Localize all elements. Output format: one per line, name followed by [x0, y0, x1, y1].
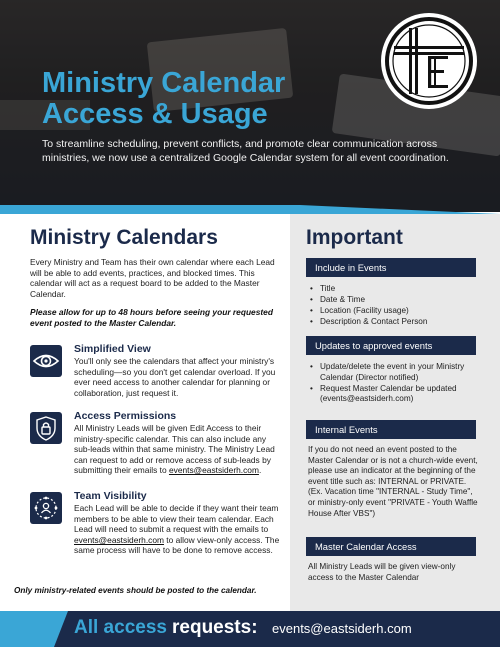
footer-email-link[interactable]: events@eastsiderh.com — [272, 621, 412, 636]
page-title — [42, 68, 372, 130]
section-heading: Important — [306, 226, 403, 249]
include-in-events-list — [308, 284, 480, 328]
feature-text-tail: . — [258, 465, 262, 476]
feature-team-visibility — [30, 490, 284, 580]
section-heading: Ministry Calendars — [30, 226, 218, 249]
include-in-events-heading: Include in Events — [306, 258, 476, 277]
page-title-line: Access & Usage — [42, 98, 268, 130]
ministry-calendars-section — [0, 214, 290, 611]
feature-simplified-view — [30, 343, 284, 413]
footer-bar — [0, 611, 500, 647]
list-item: • Date & Time — [308, 295, 480, 306]
list-item: • Description & Contact Person — [308, 317, 480, 328]
feature-text-body: All Ministry Leads will be given Edit Access to their ministry-specific calendar. This can also include any sub-leads within that same ministry. The Ministry Lead can request to add or remove access of sub-leads by submitting their emails to — [74, 423, 275, 476]
feature-title: Team Visibility — [74, 490, 147, 502]
timing-note: Please allow for up to 48 hours before seeing your requested event posted to the Master Calendar. — [30, 307, 273, 328]
eye-icon — [30, 345, 62, 377]
feature-text-body: Each Lead will be able to decide if they want their team members to be able to view their team calendar. Each Lead will need to submit a request with the emails to — [74, 503, 279, 535]
email-link[interactable]: events@eastsiderh.com — [74, 534, 164, 545]
lock-icon — [30, 412, 62, 444]
page-title-line: Ministry Calendar — [42, 67, 286, 99]
list-item: • Title — [308, 284, 480, 295]
accent-ribbon — [0, 205, 500, 214]
footer-label-all-access: All access — [74, 617, 167, 638]
team-icon — [30, 492, 62, 524]
footer-accent-wedge — [0, 611, 80, 647]
internal-events-text: If you do not need an event posted to the Master Calendar or is not a church-wide event, please use an indicator at the beginning of the event title such as: INTERNAL or PRIVATE. (Ex. Vacation time "INTERNAL - Study Time", or ministry-only event "PRIVATE - Youth Waffle House After VBS") — [308, 445, 478, 518]
feature-text — [74, 503, 280, 556]
updates-heading: Updates to approved events — [306, 336, 476, 355]
section-intro: Every Ministry and Team has their own calendar where each Lead will be able to add events, practices, and blocked times. This calendar will act as a request board to be added to the Master Calendar. — [30, 257, 275, 299]
feature-text: You'll only see the calendars that affect your ministry's scheduling—so you don't get calendar overload. If you ever need access to another calendar for planning or collaboration, just request it. — [74, 356, 276, 398]
master-access-text: All Ministry Leads will be given view-only access to the Master Calendar — [308, 562, 456, 582]
email-link[interactable]: events@eastsiderh.com — [168, 465, 259, 476]
closing-note: Only ministry-related events should be posted to the calendar. — [14, 586, 257, 595]
header-banner — [0, 0, 500, 212]
feature-access-permissions — [30, 410, 284, 490]
feature-title: Simplified View — [74, 343, 151, 355]
list-item: • Update/delete the event in your Ministry Calendar (Director notified) — [308, 362, 480, 383]
footer-label-requests: requests: — [172, 617, 258, 638]
feature-text-tail: to allow view-only access. The same process will have to be done to remove access. — [74, 534, 280, 556]
intro-text: To streamline scheduling, prevent conflicts, and promote clear communication across ministries, we now use a centralized Google Calendar system for all event coordination. — [42, 138, 449, 164]
master-access-heading: Master Calendar Access — [306, 537, 476, 556]
feature-text — [74, 423, 280, 476]
list-item: • Request Master Calendar be updated (events@eastsiderh.com) — [308, 384, 480, 405]
updates-list — [308, 362, 480, 405]
list-item: • Location (Facility usage) — [308, 306, 480, 317]
feature-title: Access Permissions — [74, 410, 177, 422]
cross-e-monogram-icon — [381, 13, 477, 109]
important-panel — [290, 214, 500, 611]
internal-events-heading: Internal Events — [306, 420, 476, 439]
